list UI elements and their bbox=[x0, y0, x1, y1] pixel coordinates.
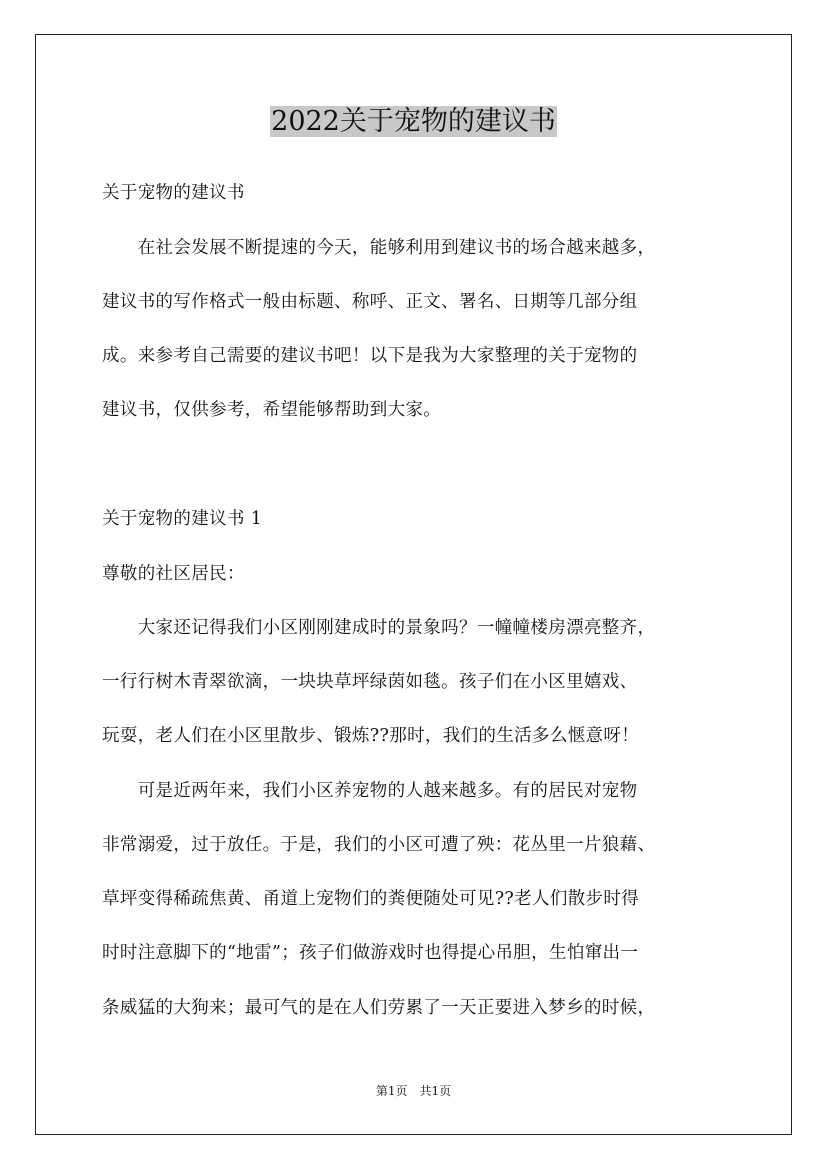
body-line: 大家还记得我们小区刚刚建成时的景象吗？一幢幢楼房漂亮整齐， bbox=[102, 618, 656, 638]
body-line: 建议书的写作格式一般由标题、称呼、正文、署名、日期等几部分组 bbox=[102, 292, 638, 312]
body-line: 在社会发展不断提速的今天，能够利用到建议书的场合越来越多， bbox=[102, 238, 656, 258]
body-line: 条威猛的大狗来；最可气的是在人们劳累了一天正要进入梦乡的时候， bbox=[102, 998, 656, 1018]
section-heading: 关于宠物的建议书 1 bbox=[102, 509, 263, 529]
body-line: 一行行树木青翠欲滴，一块块草坪绿茵如毯。孩子们在小区里嬉戏、 bbox=[102, 672, 638, 692]
title-text: 2022关于宠物的建议书 bbox=[271, 106, 556, 137]
page-footer: 第1页 共1页 bbox=[375, 1084, 452, 1098]
body-line: 成。来参考自己需要的建议书吧！以下是我为大家整理的关于宠物的 bbox=[102, 346, 638, 366]
document-title bbox=[0, 104, 827, 140]
section-heading: 关于宠物的建议书 bbox=[102, 183, 245, 203]
body-line: 时时注意脚下的“地雷”；孩子们做游戏时也得提心吊胆，生怕窜出一 bbox=[102, 943, 639, 963]
body-line: 建议书，仅供参考，希望能够帮助到大家。 bbox=[102, 400, 442, 420]
salutation: 尊敬的社区居民： bbox=[102, 564, 245, 584]
body-line: 可是近两年来，我们小区养宠物的人越来越多。有的居民对宠物 bbox=[102, 781, 638, 801]
body-line: 非常溺爱，过于放任。于是，我们的小区可遭了殃：花丛里一片狼藉、 bbox=[102, 835, 656, 855]
body-line: 玩耍，老人们在小区里散步、锻炼??那时，我们的生活多么惬意呀！ bbox=[102, 726, 640, 746]
body-line: 草坪变得稀疏焦黄、甬道上宠物们的粪便随处可见??老人们散步时得 bbox=[102, 889, 640, 909]
